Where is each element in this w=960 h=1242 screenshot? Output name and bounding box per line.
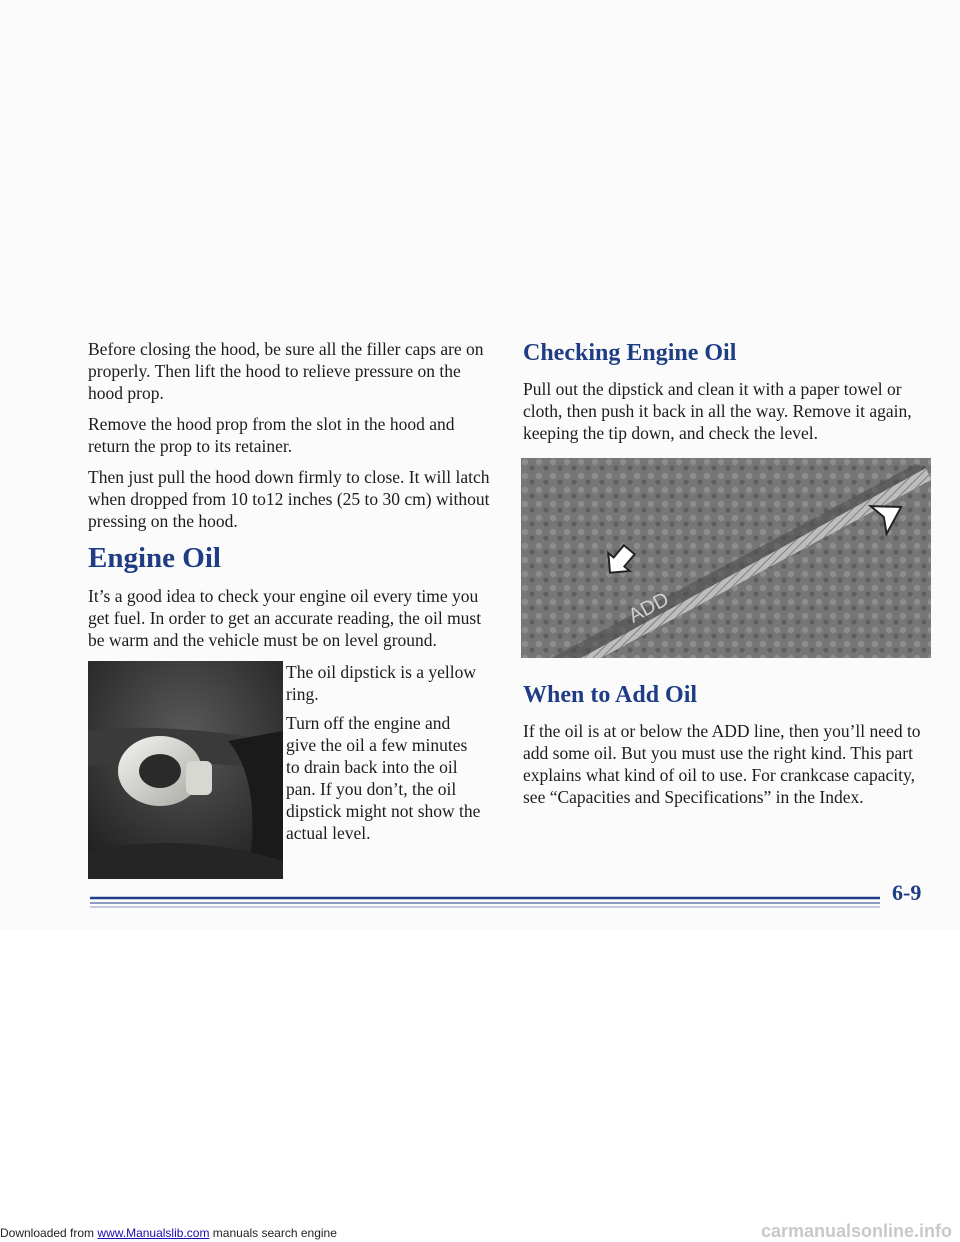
dipstick-ring-photo bbox=[88, 661, 283, 879]
dipstick-ring-figure bbox=[88, 661, 493, 886]
engine-oil-intro: It’s a good idea to check your engine oil every time you get fuel. In order to get an accurate reading, the oil must be warm and the vehicle must be on level ground. bbox=[88, 586, 482, 650]
checking-engine-oil-heading: Checking Engine Oil bbox=[523, 340, 737, 366]
footer-suffix: manuals search engine bbox=[212, 1226, 337, 1240]
watermark: carmanualsonline.info bbox=[760, 1221, 952, 1241]
yellow-ring-caption: The oil dipstick is a yellow ring. bbox=[286, 662, 477, 704]
hood-closing-paragraph: Before closing the hood, be sure all the filler caps are on properly. Then lift the hood to relieve pressure on the hood prop. bbox=[88, 339, 484, 403]
when-to-add-oil-heading: When to Add Oil bbox=[523, 682, 698, 708]
left-column bbox=[88, 338, 493, 886]
add-line-label: ADD bbox=[625, 588, 673, 628]
checking-oil-paragraph: Pull out the dipstick and clean it with a paper towel or cloth, then push it back in all the way. Remove it again, keeping the tip down, and check the level. bbox=[523, 379, 912, 443]
when-to-add-oil-paragraph: If the oil is at or below the ADD line, then you’ll need to add some oil. But you must use the right kind. This part explains what kind of oil to use. For crankcase capacity, see “Capacities and Specifications” in the Index. bbox=[523, 721, 921, 807]
dipstick-level-figure bbox=[521, 458, 931, 658]
dipstick-caption bbox=[286, 661, 484, 851]
page-number: 6-9 bbox=[892, 880, 922, 905]
right-column bbox=[523, 338, 928, 817]
engine-oil-heading: Engine Oil bbox=[88, 542, 221, 574]
footer-prefix: Downloaded from bbox=[0, 1226, 95, 1240]
manualslib-link[interactable]: www.Manualslib.com bbox=[97, 1226, 210, 1240]
hood-latch-paragraph: Then just pull the hood down firmly to close. It will latch when dropped from 10 to12 inches (25 to 30 cm) without pressing on the hood. bbox=[88, 467, 490, 531]
drain-caption: Turn off the engine and give the oil a few minutes to drain back into the oil pan. If you don’t, the oil dipstick might not show the actual level. bbox=[286, 713, 481, 843]
page-rule bbox=[90, 890, 880, 910]
hood-prop-paragraph: Remove the hood prop from the slot in the hood and return the prop to its retainer. bbox=[88, 414, 455, 456]
